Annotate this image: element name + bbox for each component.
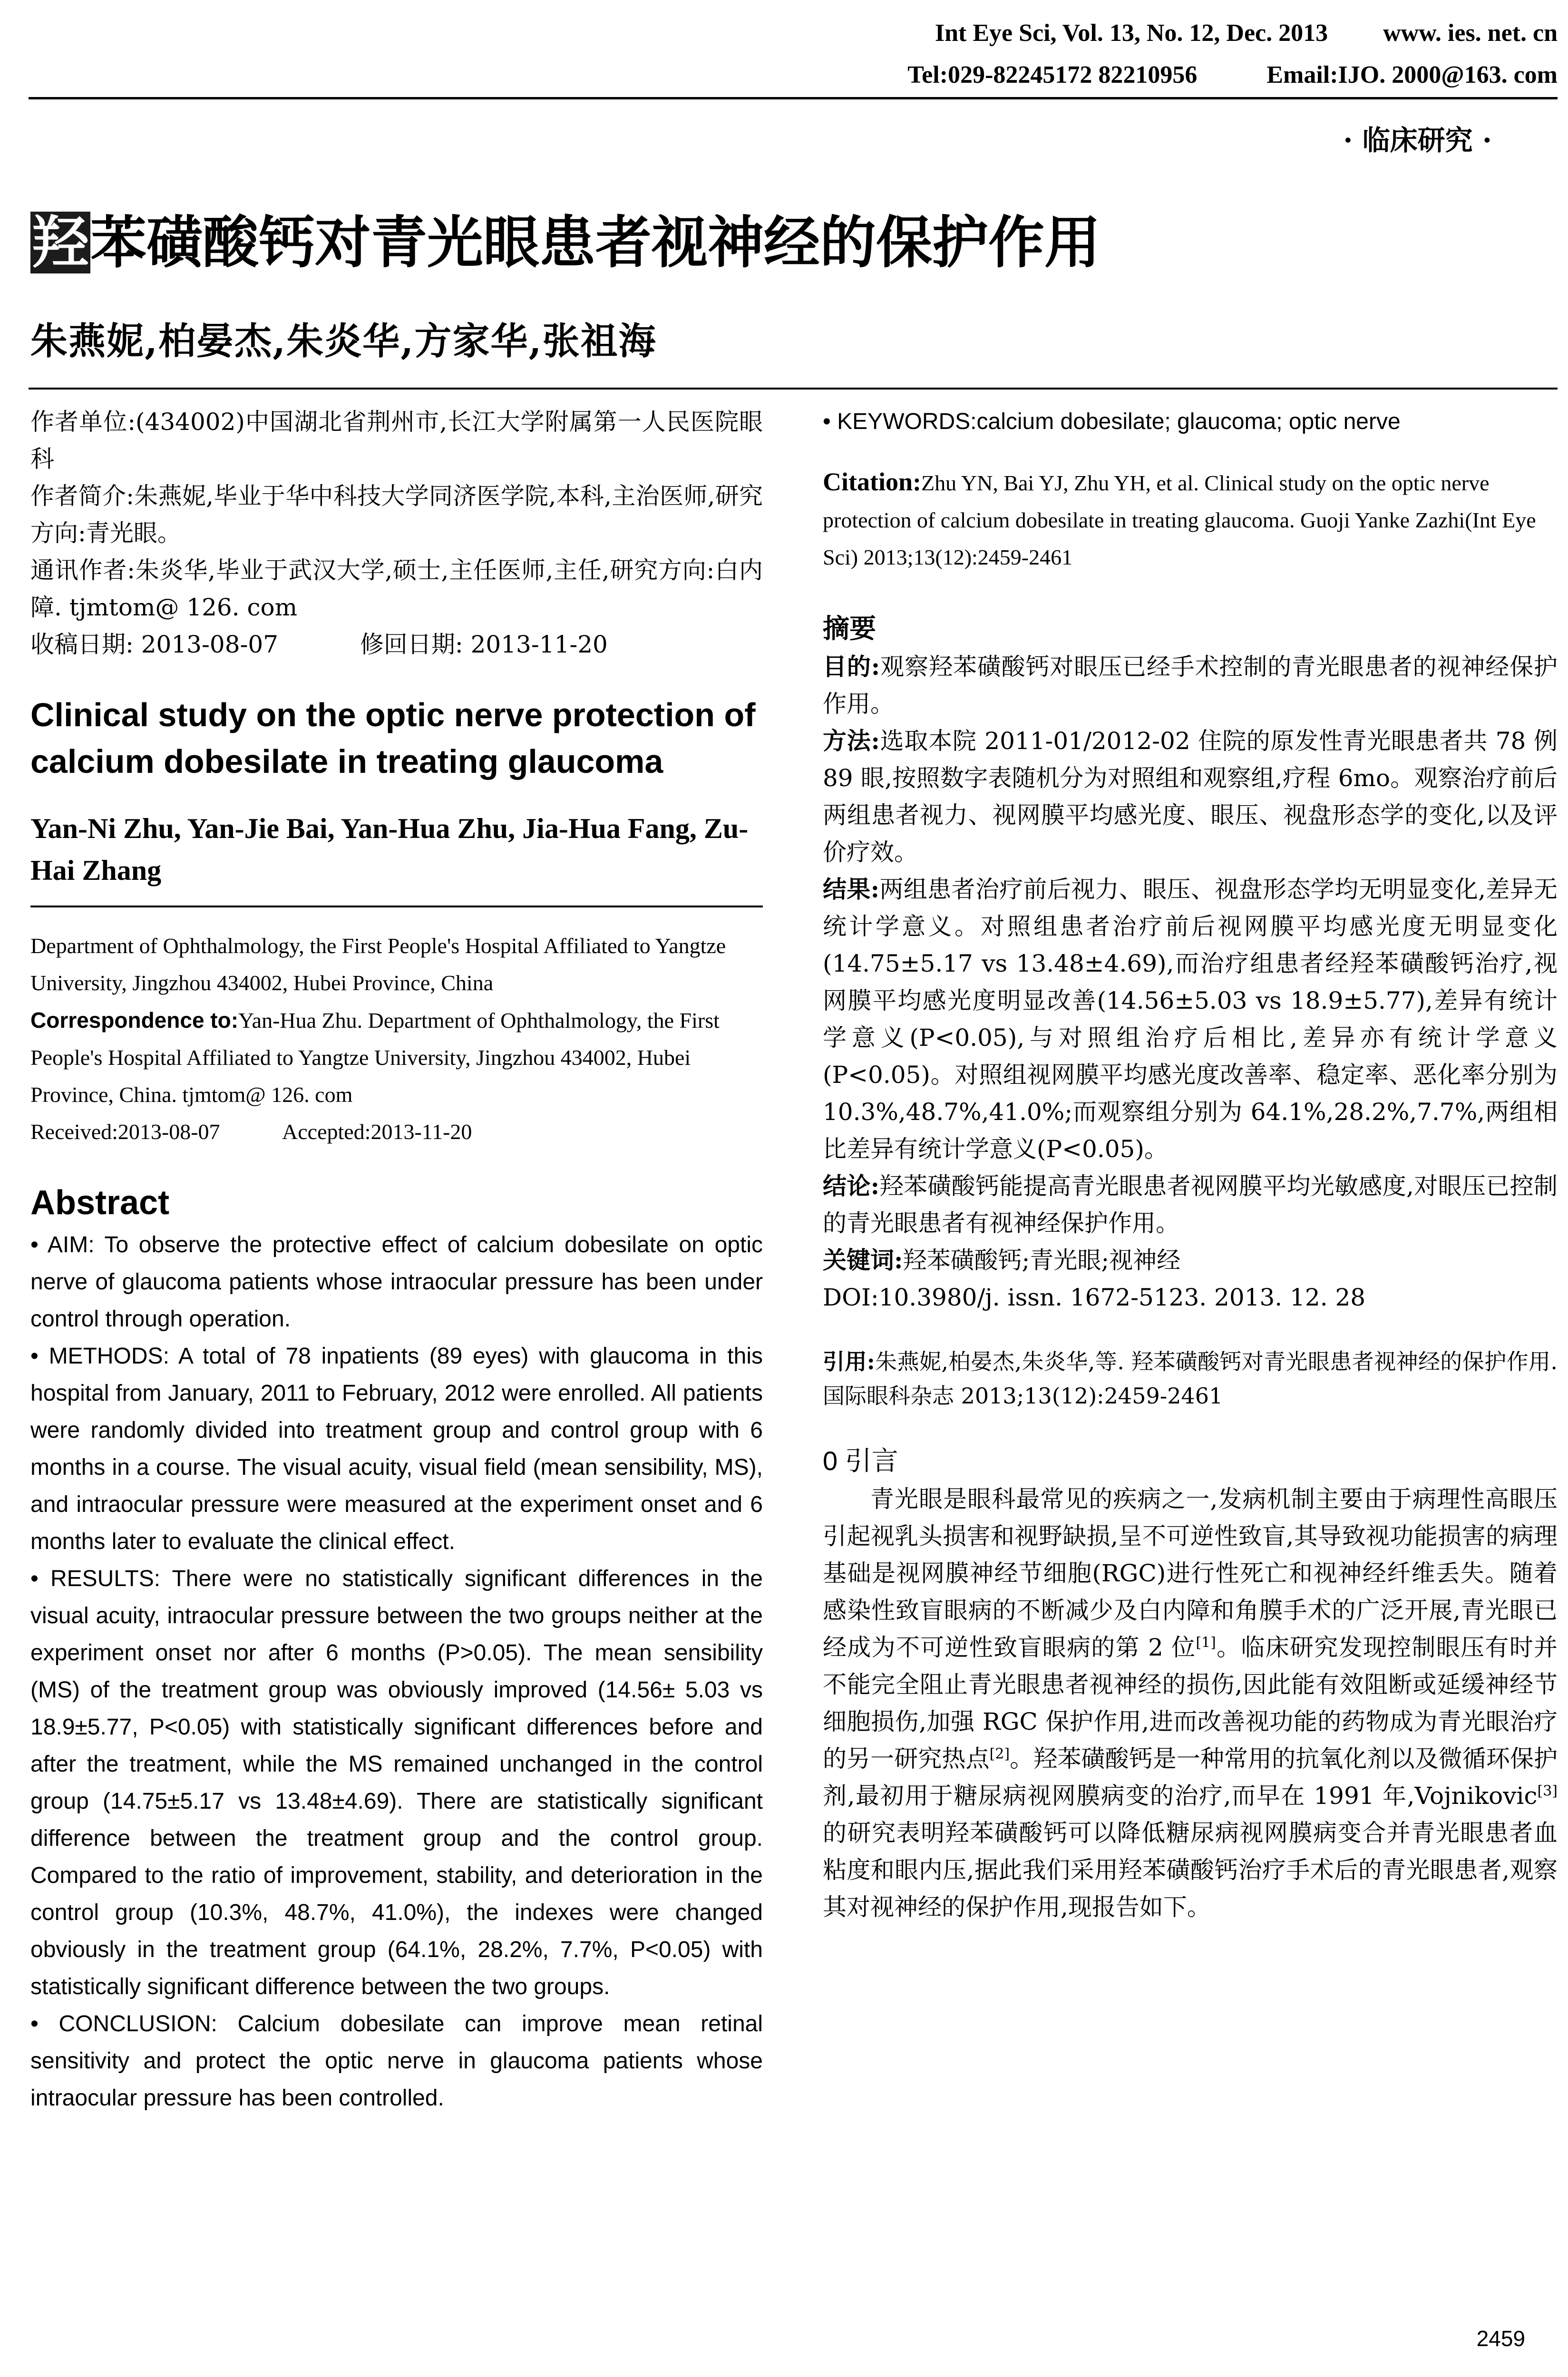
doi: DOI:10.3980/j. issn. 1672-5123. 2013. 12. 28 [823,1284,1366,1311]
abstract-heading: Abstract [30,1184,170,1222]
revised-date-cn: 修回日期: 2013-11-20 [360,631,608,658]
abstract-keywords [823,403,1558,440]
header-rule [29,97,1558,99]
abstract-aim-label: • AIM: [30,1232,95,1257]
abstract-cn-aim-text: 观察羟苯磺酸钙对眼压已经手术控制的青光眼患者的视神经保护作用。 [823,653,1558,718]
abstract-results-text: There were no statistically significant differences in the visual acuity, intraocular pressure between the two groups neither at the experiment onset nor after 6 months (P>0.05). The mean sensibility (MS) of the treatment group was obviously improved (14.56± 5.03 vs 18.9±5.77, P<0.05) with statistically significant differences before and after the treatment, while the MS remained unchanged in the control group (14.75±5.17 vs 13.48±4.69). There are statistically significant difference between the treatment group and the control group. Compared to the ratio of improvement, stability, and deterioration in the control group (10.3%, 48.7%, 41.0%), the indexes were changed obviously in the treatment group (64.1%, 28.2%, 7.7%, P<0.05) with statistically significant difference between the two groups. [30,1566,763,1999]
affiliation-cn-bio: 作者简介:朱燕妮,毕业于华中科技大学同济医学院,本科,主治医师,研究方向:青光眼。 [30,482,763,547]
abstract-cn-methods-text: 选取本院 2011-01/2012-02 住院的原发性青光眼患者共 78 例 89 眼,按照数字表随机分为对照组和观察组,疗程 6mo。观察治疗前后两组患者视力、视网膜平均感光度、眼压、视盘形态学的变化,以及评价疗效。 [823,727,1558,866]
citation-cn-text: 朱燕妮,柏晏杰,朱炎华,等. 羟苯磺酸钙对青光眼患者视神经的保护作用. 国际眼科杂志 2013;13(12):2459-2461 [823,1349,1558,1409]
title-en: Clinical study on the optic nerve protection of calcium dobesilate in treating glaucoma [30,696,756,780]
abstract-results-label: • RESULTS: [30,1566,161,1591]
citation-en-text: Zhu YN, Bai YJ, Zhu YH, et al. Clinical study on the optic nerve protection of calcium dobesilate in treating glaucoma. Guoji Yanke Zazhi(Int Eye Sci) 2013;13(12):2459-2461 [823,471,1536,569]
left-column [30,403,763,2117]
page-number: 2459 [1476,2326,1525,2351]
accepted-date-en: Accepted:2013-11-20 [282,1120,472,1144]
dates-cn [30,626,763,663]
affiliation-en: Department of Ophthalmology, the First People's Hospital Affiliated to Yangtze University, Jingzhou 434002, Hubei Province, China [30,934,726,995]
intro-text-1: 青光眼是眼科最常见的疾病之一,发病机制主要由于病理性高眼压引起视乳头损害和视野缺损,呈不可逆性致盲,其导致视功能损害的病理基础是视网膜神经节细胞(RGC)进行性死亡和视神经纤维丢失。随着感染性致盲眼病的不断减少及白内障和角膜手术的广泛开展,青光眼已经成为不可逆性致盲眼病的第 2 位 [823,1485,1558,1661]
abstract-cn-conclusion-text: 羟苯磺酸钙能提高青光眼患者视网膜平均光敏感度,对眼压已控制的青光眼患者有视神经保护作用。 [823,1172,1558,1237]
journal-info: Int Eye Sci, Vol. 13, No. 12, Dec. 2013 [935,19,1328,47]
correspondence-label: Correspondence to: [30,1008,239,1033]
abstract-conclusion-text: Calcium dobesilate can improve mean retinal sensitivity and protect the optic nerve in glaucoma patients whose intraocular pressure has been controlled. [30,2011,763,2111]
abstract-cn-aim [823,648,1558,722]
citation-en-label: Citation: [823,468,921,496]
dates-en [30,1113,763,1150]
journal-website: www. ies. net. cn [1383,19,1558,47]
abstract-methods-text: A total of 78 inpatients (89 eyes) with glaucoma in this hospital from January, 2011 to February, 2012 were enrolled. All patients were randomly divided into treatment group and control group with 6 months in a course. The visual acuity, visual field (mean sensibility, MS), and intraocular pressure were measured at the experiment onset and 6 months later to evaluate the clinical effect. [30,1344,763,1554]
journal-tel: Tel:029-82245172 82210956 [907,61,1198,88]
received-date-cn: 收稿日期: 2013-08-07 [30,631,279,658]
reference-2[interactable]: [2] [989,1745,1010,1763]
abstract-keywords-label: • KEYWORDS: [823,409,977,434]
citation-cn [823,1344,1558,1413]
authors-cn: 朱燕妮,柏晏杰,朱炎华,方家华,张祖海 [30,320,657,363]
reference-1[interactable]: [1] [1196,1634,1216,1651]
abstract-cn-results [823,871,1558,1168]
title-cn-first-char: 羟 [30,212,90,273]
abstract-cn-keywords-text: 羟苯磺酸钙;青光眼;视神经 [903,1247,1181,1274]
correspondence-text: Yan-Hua Zhu. Department of Ophthalmology, the First People's Hospital Affiliated to Yangtze University, Jingzhou 434002, Hubei Province, China. tjmtom@ 126. com [30,1008,720,1107]
intro-heading: 0 引言 [823,1446,898,1476]
abstract-methods [30,1338,763,1560]
intro-text-3: 。羟苯磺酸钙是一种常用的抗氧化剂以及微循环保护剂,最初用于糖尿病视网膜病变的治疗,而早在 1991 年,Vojnikovic [823,1745,1558,1810]
intro-text-2: 。临床研究发现控制眼压有时并不能完全阻止青光眼患者视神经的损伤,因此能有效阻断或延缓神经节细胞损伤,加强 RGC 保护作用,进而改善视功能的药物成为青光眼治疗的另一研究热点 [823,1634,1558,1773]
abstract-cn-results-text: 两组患者治疗前后视力、眼压、视盘形态学均无明显变化,差异无统计学意义。对照组患者治疗前后视网膜平均感光度无明显变化(14.75±5.17 vs 13.48±4.69),而治疗组患者经羟苯磺酸钙治疗,视网膜平均感光度明显改善(14.56±5.03 vs 18.9±5.77),差异有统计学意义(P<0.05),与对照组治疗后相比,差异亦有统计学意义(P<0.05)。对照组视网膜平均感光度改善率、稳定率、恶化率分别为 10.3%,48.7%,41.0%;而观察组分别为 64.1%,28.2%,7.7%,两组相比差异有统计学意义(P<0.05)。 [823,876,1558,1163]
intro-text-4: 的研究表明羟苯磺酸钙可以降低糖尿病视网膜病变合并青光眼患者血粘度和眼内压,据此我们采用羟苯磺酸钙治疗手术后的青光眼患者,观察其对视神经的保护作用,现报告如下。 [823,1819,1558,1921]
affiliation-cn-unit: 作者单位:(434002)中国湖北省荆州市,长江大学附属第一人民医院眼科 [30,408,763,473]
abstract-keywords-text: calcium dobesilate; glaucoma; optic nerve [976,409,1401,434]
abstract-cn-keywords [823,1242,1558,1279]
abstract-cn-conclusion [823,1168,1558,1242]
citation-cn-label: 引用: [823,1349,875,1374]
abstract-aim-text: To observe the protective effect of calcium dobesilate on optic nerve of glaucoma patients whose intraocular pressure has been under control through operation. [30,1232,763,1332]
title-cn-rest: 苯磺酸钙对青光眼患者视神经的保护作用 [90,209,1101,275]
right-column [823,403,1558,1926]
abstract-cn-results-label: 结果: [823,875,880,903]
journal-header-line1 [935,19,1558,47]
abstract-conclusion-start [30,2006,763,2117]
abstract-aim [30,1227,763,1338]
journal-email: Email:IJO. 2000@163. com [1266,61,1558,88]
abstract-cn-conclusion-label: 结论: [823,1172,880,1200]
abstract-methods-label: • METHODS: [30,1344,169,1369]
title-cn [30,205,1101,281]
abstract-cn-methods [823,722,1558,871]
abstract-cn-aim-label: 目的: [823,653,880,681]
reference-3[interactable]: [3] [1537,1783,1558,1800]
abstract-cn-methods-label: 方法: [823,727,880,755]
authors-en-rule [30,906,763,907]
intro-paragraph [823,1481,1558,1926]
correspondence-en [30,1002,763,1113]
abstract-cn-keywords-label: 关键词: [823,1246,903,1274]
journal-header-line2 [907,61,1558,89]
section-tag: · 临床研究 · [1343,124,1492,156]
citation-en [823,463,1558,576]
received-date-en: Received:2013-08-07 [30,1120,220,1144]
authors-rule [29,388,1558,390]
affiliation-cn-corresponding: 通讯作者:朱炎华,毕业于武汉大学,硕士,主任医师,主任,研究方向:白内障. tjmtom@ 126. com [30,556,763,621]
abstract-cn-heading: 摘要 [823,613,876,644]
abstract-results [30,1560,763,2006]
abstract-conclusion-label: • CONCLUSION: [30,2011,217,2036]
authors-en: Yan-Ni Zhu, Yan-Jie Bai, Yan-Hua Zhu, Jia-Hua Fang, Zu-Hai Zhang [30,813,749,886]
